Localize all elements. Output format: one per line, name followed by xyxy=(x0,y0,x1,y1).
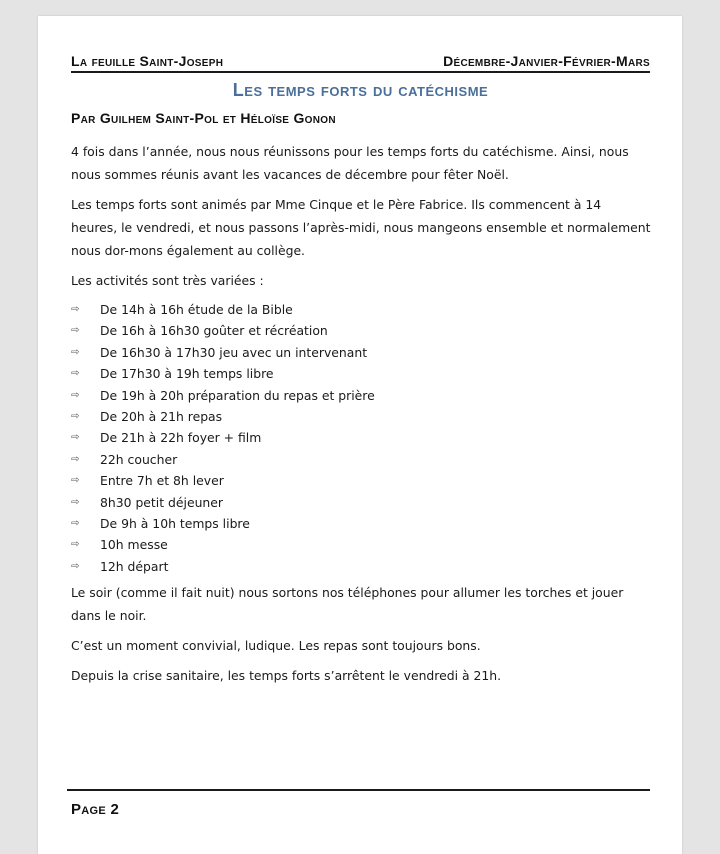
article-byline: Par Guilhem Saint-Pol et Héloïse Gonon xyxy=(71,110,336,126)
arrow-right-icon: ⇨ xyxy=(71,432,80,444)
arrow-right-icon: ⇨ xyxy=(71,539,80,551)
list-item: ⇨ De 14h à 16h étude de la Bible xyxy=(71,299,651,320)
schedule-list xyxy=(71,299,651,577)
list-item: ⇨ De 19h à 20h préparation du repas et prière xyxy=(71,385,651,406)
arrow-right-icon: ⇨ xyxy=(71,453,80,465)
viewer-top-gap xyxy=(38,0,682,16)
list-item: ⇨ De 21h à 22h foyer + film xyxy=(71,427,651,448)
list-item: ⇨ 22h coucher xyxy=(71,449,651,470)
list-item: ⇨ 10h messe xyxy=(71,534,651,555)
arrow-right-icon: ⇨ xyxy=(71,368,80,380)
paragraph-outro-3: Depuis la crise sanitaire, les temps forts s’arrêtent le vendredi à 21h. xyxy=(71,668,502,684)
arrow-right-icon: ⇨ xyxy=(71,517,80,529)
list-item: ⇨ Entre 7h et 8h lever xyxy=(71,470,651,491)
paragraph-activities-lead: Les activités sont très variées : xyxy=(71,273,264,288)
paragraph-intro-2: Les temps forts sont animés par Mme Cinque et le Père Fabrice. Ils commencent à 14 heures, le vendredi, et nous passons l’après-midi, nous mangeons ensemble et normalement nous dor-mons également au collège. xyxy=(71,197,651,258)
page-number: Page 2 xyxy=(71,801,120,818)
arrow-right-icon: ⇨ xyxy=(71,304,80,315)
list-item: ⇨ De 17h30 à 19h temps libre xyxy=(71,363,651,384)
issue-period: Décembre-Janvier-Février-Mars xyxy=(443,53,650,69)
document-page xyxy=(38,16,682,854)
arrow-right-icon: ⇨ xyxy=(71,346,80,358)
arrow-right-icon: ⇨ xyxy=(71,475,80,487)
newsletter-name: La feuille Saint-Joseph xyxy=(71,53,224,69)
paragraph-outro-1: Le soir (comme il fait nuit) nous sortons nos téléphones pour allumer les torches et jouer dans le noir. xyxy=(71,585,624,624)
page-header xyxy=(71,53,650,71)
article-body xyxy=(71,140,651,694)
footer-divider xyxy=(67,789,650,791)
list-item: ⇨ De 20h à 21h repas xyxy=(71,406,651,427)
list-item: ⇨ 12h départ xyxy=(71,556,651,577)
paragraph-outro-2: C’est un moment convivial, ludique. Les repas sont toujours bons. xyxy=(71,638,481,654)
header-divider xyxy=(71,71,650,73)
arrow-right-icon: ⇨ xyxy=(71,325,80,337)
list-item: ⇨ De 16h à 16h30 goûter et récréation xyxy=(71,320,651,341)
list-item: ⇨ De 9h à 10h temps libre xyxy=(71,513,651,534)
arrow-right-icon: ⇨ xyxy=(71,389,80,401)
arrow-right-icon: ⇨ xyxy=(71,496,80,508)
arrow-right-icon: ⇨ xyxy=(71,560,80,572)
list-item: ⇨ De 16h30 à 17h30 jeu avec un intervenant xyxy=(71,342,651,363)
list-item: ⇨ 8h30 petit déjeuner xyxy=(71,492,651,513)
paragraph-intro-1: 4 fois dans l’année, nous nous réunissons pour les temps forts du catéchisme. Ainsi, nous nous sommes réunis avant les vacances de décembre pour fêter Noël. xyxy=(71,144,629,182)
arrow-right-icon: ⇨ xyxy=(71,410,80,422)
article-title: Les temps forts du catéchisme xyxy=(232,80,489,100)
